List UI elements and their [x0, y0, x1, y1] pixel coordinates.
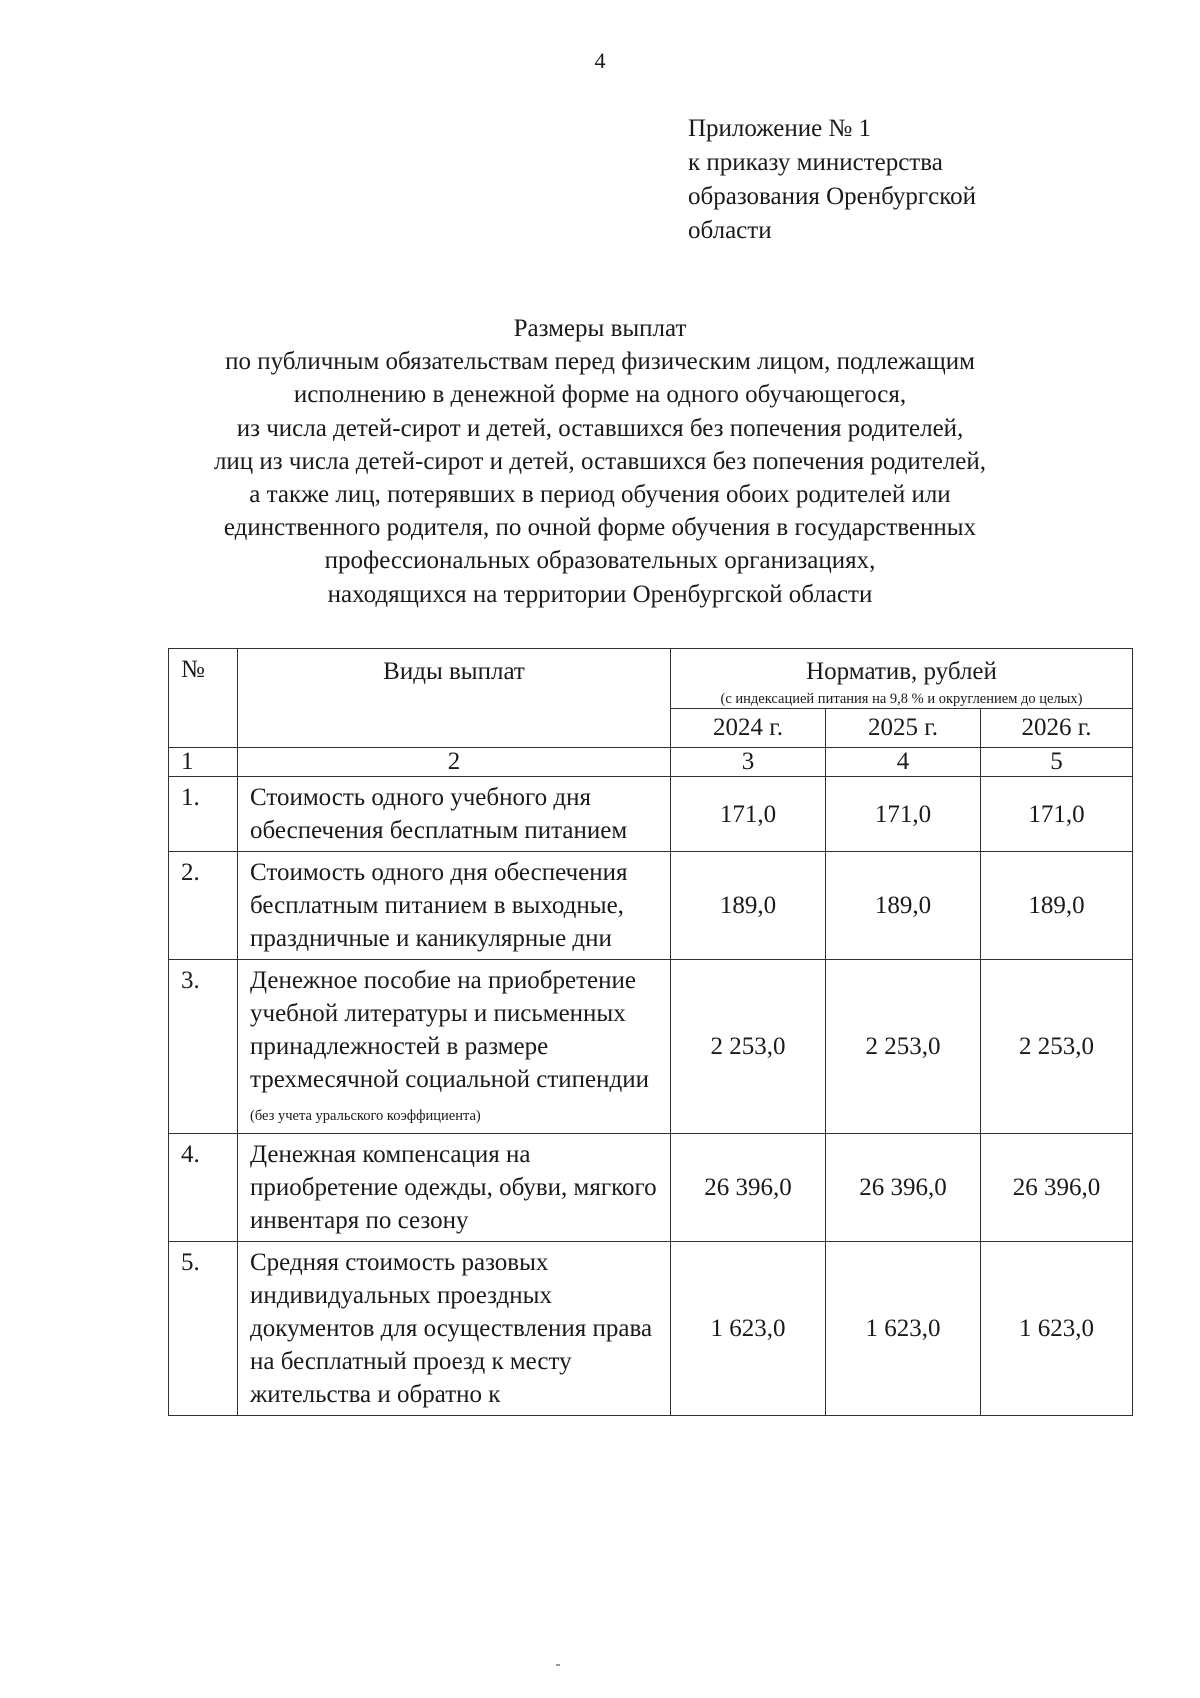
heading-line: из числа детей-сирот и детей, оставшихся без попечения родителей, [236, 414, 964, 442]
table-row [169, 960, 1133, 1134]
value-2025: 171,0 [826, 777, 981, 852]
heading-title: Размеры выплат [513, 315, 687, 342]
column-index: 1 [169, 748, 238, 777]
appendix-line: образования Оренбургской [688, 183, 977, 210]
scan-speck [556, 1664, 560, 1666]
appendix-line: области [688, 217, 772, 244]
header-kind: Виды выплат [238, 649, 671, 748]
value-2024: 171,0 [671, 777, 826, 852]
payment-kind: Денежное пособие на приобретение учебной литературы и письменных принадлежностей в размере трехмесячной социальной стипендии [250, 967, 649, 1093]
value-2025: 26 396,0 [826, 1134, 981, 1242]
value-2026: 1 623,0 [981, 1242, 1133, 1416]
heading-line: по публичным обязательствам перед физическим лицом, подлежащим [225, 348, 975, 376]
column-index: 4 [826, 748, 981, 777]
value-2024: 1 623,0 [671, 1242, 826, 1416]
table-row [169, 852, 1133, 960]
heading-line: исполнению в денежной форме на одного обучающегося, [293, 381, 907, 409]
table-row [169, 1134, 1133, 1242]
value-2024: 26 396,0 [671, 1134, 826, 1242]
header-no: № [169, 649, 238, 748]
heading-line: лиц из числа детей-сирот и детей, оставшихся без попечения родителей, [213, 447, 987, 475]
row-number: 4. [169, 1134, 238, 1242]
value-2026: 189,0 [981, 852, 1133, 960]
appendix-line: к приказу министерства [688, 149, 943, 176]
value-2026: 26 396,0 [981, 1134, 1133, 1242]
payment-kind-cell [238, 960, 671, 1134]
header-year: 2024 г. [671, 709, 826, 748]
table-row [169, 1242, 1133, 1416]
value-2024: 189,0 [671, 852, 826, 960]
document-heading [160, 312, 1040, 611]
header-norm [671, 649, 1133, 709]
payments-table [168, 648, 1133, 1416]
table-row [169, 777, 1133, 852]
page-number: 4 [594, 48, 606, 73]
table-index-row [169, 748, 1133, 777]
value-2026: 2 253,0 [981, 960, 1133, 1134]
heading-line: профессиональных образовательных организациях, [324, 547, 876, 575]
header-norm-note: (с индексацией питания на 9,8 % и округлением до целых) [720, 691, 1083, 707]
value-2024: 2 253,0 [671, 960, 826, 1134]
column-index: 3 [671, 748, 826, 777]
column-index: 5 [981, 748, 1133, 777]
value-2025: 1 623,0 [826, 1242, 981, 1416]
header-norm-title: Норматив, рублей [806, 658, 997, 685]
row-number: 3. [169, 960, 238, 1134]
payment-kind: Стоимость одного учебного дня обеспечения бесплатным питанием [238, 777, 671, 852]
header-year: 2026 г. [981, 709, 1133, 748]
value-2025: 2 253,0 [826, 960, 981, 1134]
appendix-line: Приложение № 1 [688, 115, 872, 142]
row-number: 2. [169, 852, 238, 960]
value-2025: 189,0 [826, 852, 981, 960]
table-header-row [169, 649, 1133, 709]
row-number: 5. [169, 1242, 238, 1416]
row-number: 1. [169, 777, 238, 852]
heading-line: находящихся на территории Оренбургской области [327, 580, 873, 608]
value-2026: 171,0 [981, 777, 1133, 852]
payment-kind: Средняя стоимость разовых индивидуальных проездных документов для осуществления права на бесплатный проезд к месту жительства и обратно к [238, 1242, 671, 1416]
heading-line: а также лиц, потерявших в период обучения обоих родителей или [249, 481, 951, 509]
column-index: 2 [238, 748, 671, 777]
payment-kind: Денежная компенсация на приобретение одежды, обуви, мягкого инвентаря по сезону [238, 1134, 671, 1242]
appendix-caption [688, 112, 1108, 248]
header-year: 2025 г. [826, 709, 981, 748]
payment-kind: Стоимость одного дня обеспечения бесплатным питанием в выходные, праздничные и каникулярные дни [238, 852, 671, 960]
heading-line: единственного родителя, по очной форме обучения в государственных [223, 514, 977, 542]
payment-kind-note: (без учета уральского коэффициента) [250, 1108, 481, 1124]
